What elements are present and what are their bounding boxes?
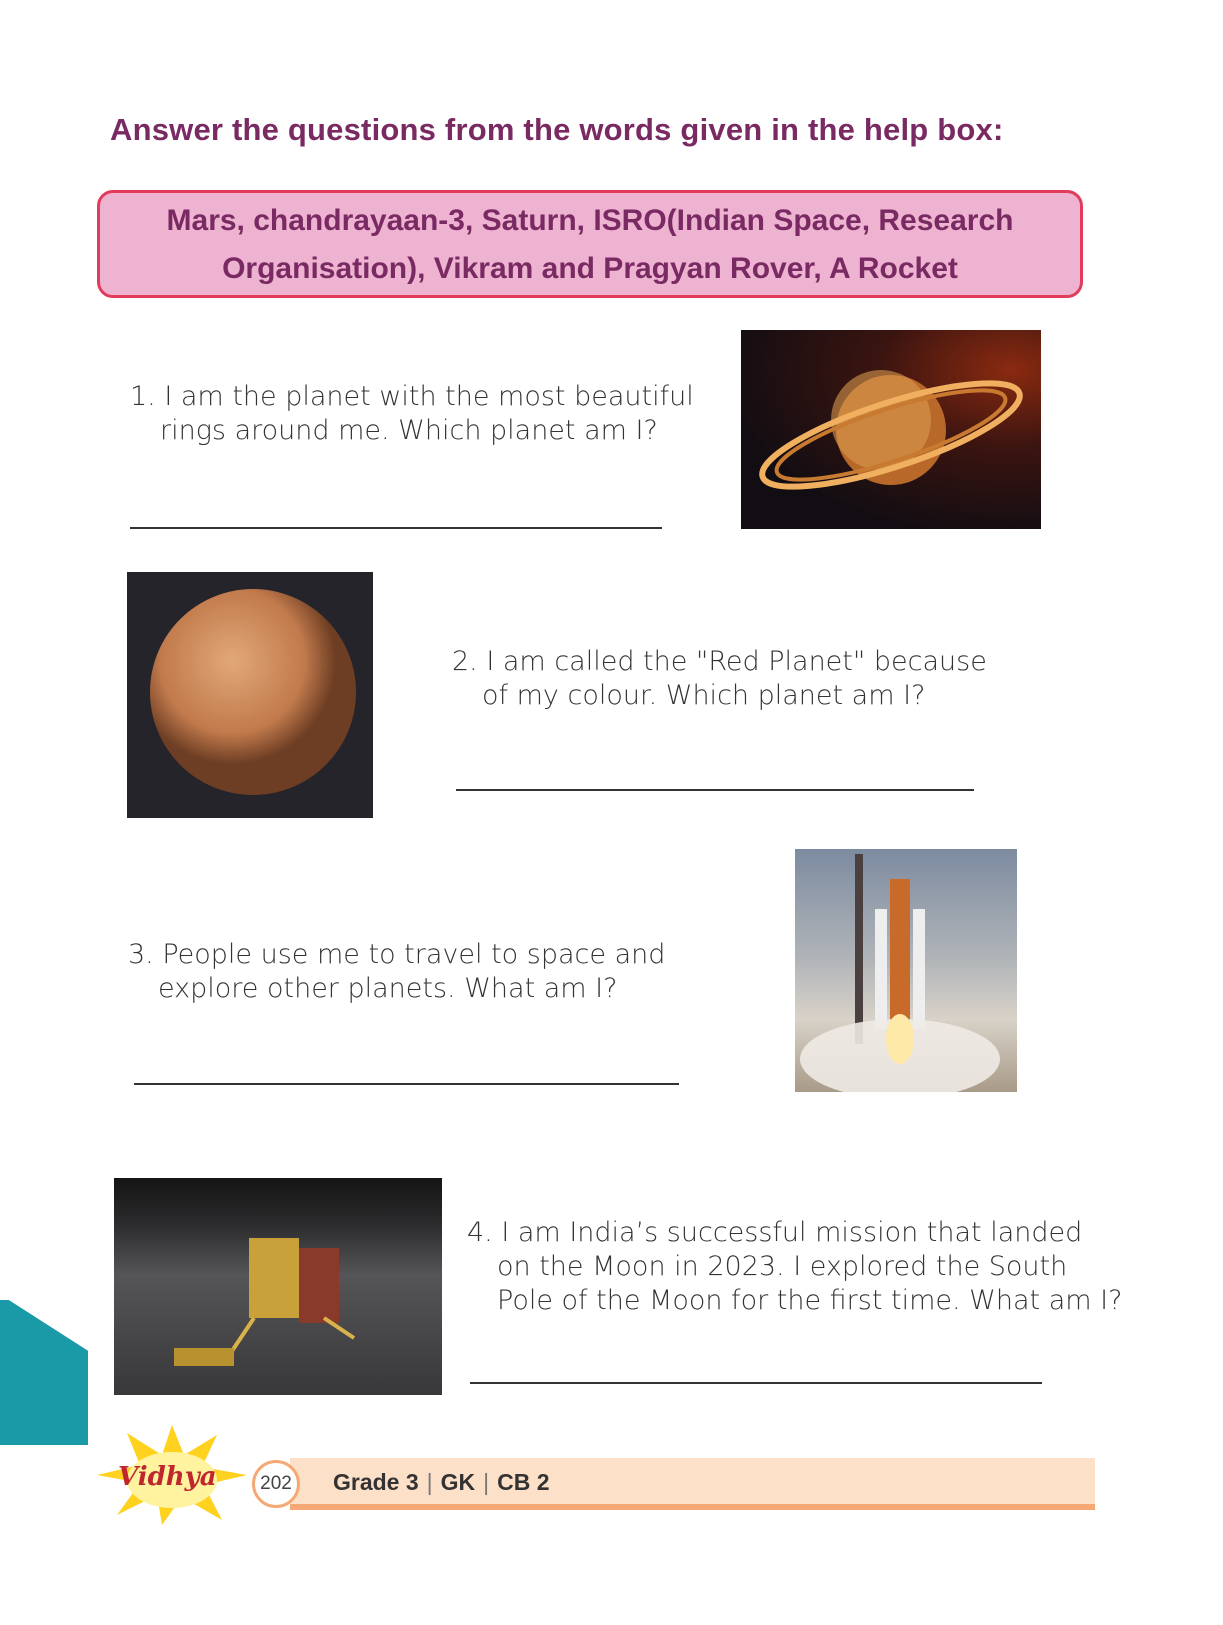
page-number: 202 [252,1460,300,1508]
answer-line-1[interactable] [130,527,662,529]
question-4-line-3: Pole of the Moon for the first time. What am I? [497,1285,1123,1316]
help-box-line-2: Organisation), Vikram and Pragyan Rover, A Rocket [222,252,958,285]
rocket-launch-image [795,849,1017,1092]
help-box [97,190,1083,298]
vikram-lander-image [114,1178,442,1395]
saturn-image [741,330,1041,529]
question-4-line-1: 4. I am India’s successful mission that landed [467,1217,1083,1248]
page-heading: Answer the questions from the words given in the help box: [110,112,1004,147]
footer-grade: Grade 3 [333,1469,419,1495]
question-4 [467,1216,1122,1318]
footer-separator: | [483,1469,490,1495]
footer-label [333,1469,550,1496]
footer-separator: | [426,1469,433,1495]
teal-corner-decoration [0,1300,88,1445]
question-3 [128,938,665,1006]
question-3-line-1: 3. People use me to travel to space and [128,939,666,970]
logo-text: Vidhya [118,1462,217,1492]
answer-line-2[interactable] [456,789,974,791]
answer-line-4[interactable] [470,1382,1042,1384]
footer-subject: GK [440,1469,476,1495]
question-1 [130,380,694,448]
answer-line-3[interactable] [134,1083,679,1085]
question-2 [452,645,987,713]
question-2-line-2: of my colour. Which planet am I? [482,680,926,711]
question-1-line-1: 1. I am the planet with the most beautiful [130,381,694,412]
question-4-line-2: on the Moon in 2023. I explored the South [497,1251,1068,1282]
question-1-line-2: rings around me. Which planet am I? [160,415,658,446]
question-3-line-2: explore other planets. What am I? [158,973,618,1004]
footer-book: CB 2 [497,1469,550,1495]
help-box-line-1: Mars, chandrayaan-3, Saturn, ISRO(Indian Space, Research [166,204,1014,237]
question-2-line-1: 2. I am called the "Red Planet" because [452,646,987,677]
mars-image [127,572,373,818]
